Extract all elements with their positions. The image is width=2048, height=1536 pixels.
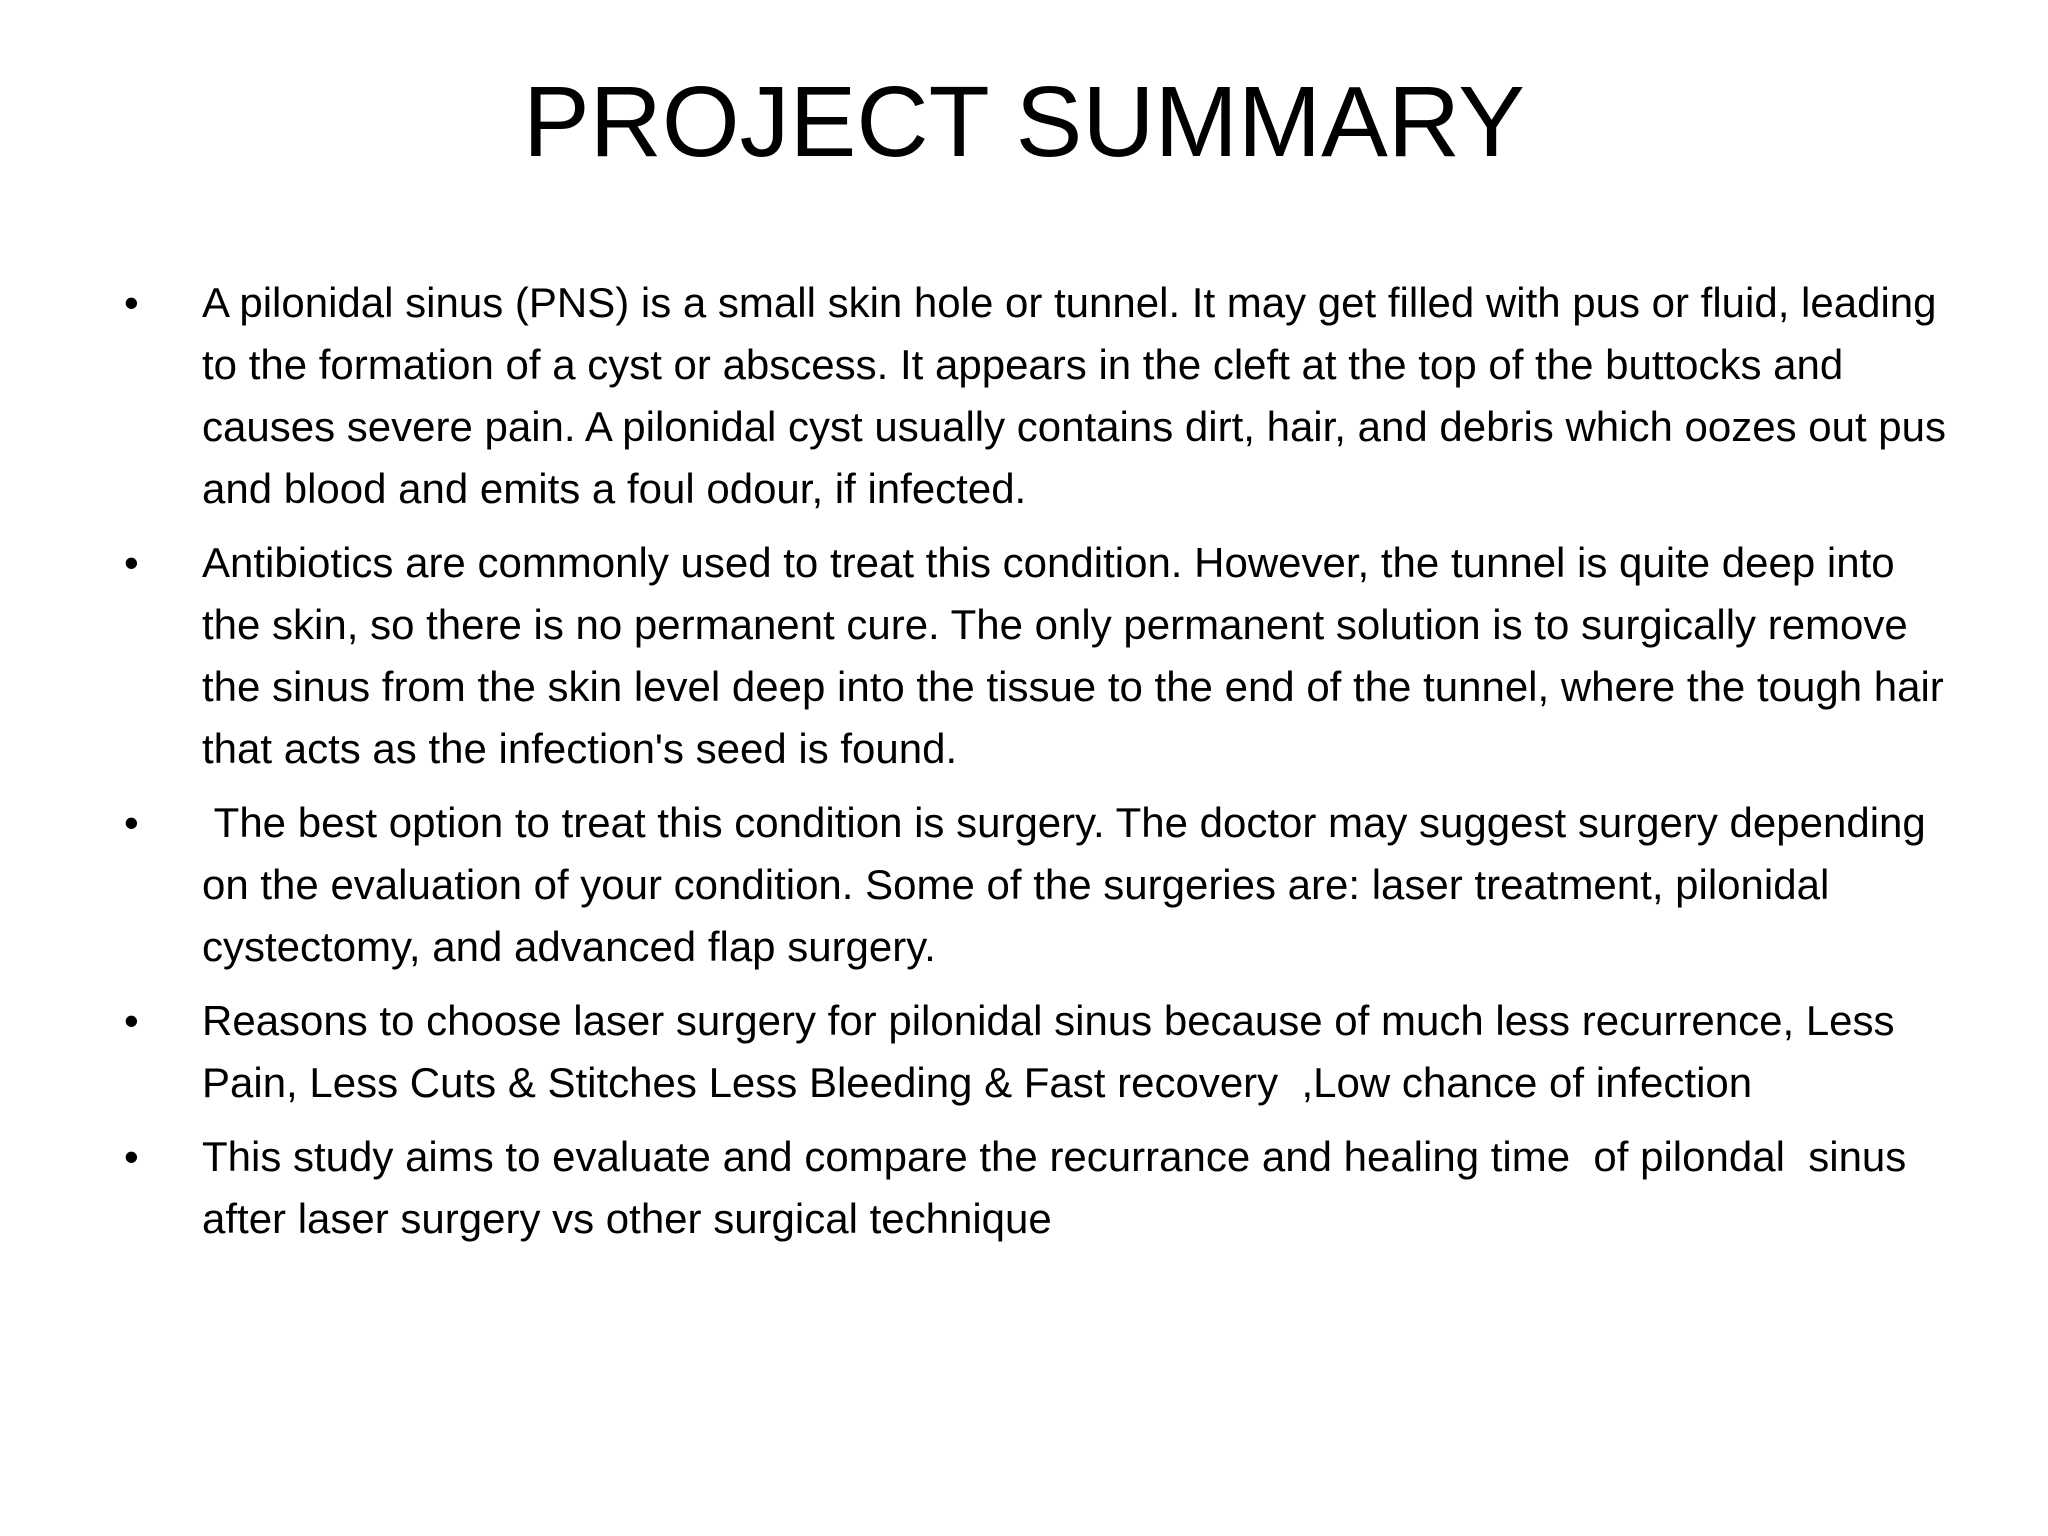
bullet-text: This study aims to evaluate and compare the recurrance and healing time of pilondal sinus after laser surgery vs other surgical technique bbox=[202, 1133, 1918, 1242]
bullet-icon: • bbox=[124, 279, 139, 326]
slide-title: PROJECT SUMMARY bbox=[522, 66, 1525, 178]
bullet-text: Reasons to choose laser surgery for pilonidal sinus because of much less recurrence, Less Pain, Less Cuts & Stitches Less Bleeding & Fast recovery ,Low chance of infection bbox=[202, 997, 1907, 1106]
bullet-item bbox=[118, 532, 1958, 780]
bullet-item bbox=[118, 272, 1958, 520]
bullet-text: Antibiotics are commonly used to treat this condition. However, the tunnel is quite deep into the skin, so there is no permanent cure. The only permanent solution is to surgically remove the sinus from the skin level deep into the tissue to the end of the tunnel, where the tough hair that acts as the infection's seed is found. bbox=[202, 539, 1956, 772]
bullet-icon: • bbox=[124, 1133, 139, 1180]
bullet-text: A pilonidal sinus (PNS) is a small skin hole or tunnel. It may get filled with pus or fluid, leading to the formation of a cyst or abscess. It appears in the cleft at the top of the buttocks and causes severe pain. A pilonidal cyst usually contains dirt, hair, and debris which oozes out pus and blood and emits a foul odour, if infected. bbox=[202, 279, 1958, 512]
bullet-icon: • bbox=[124, 539, 139, 586]
bullet-item bbox=[118, 990, 1958, 1114]
bullet-text: The best option to treat this condition is surgery. The doctor may suggest surgery depending on the evaluation of your condition. Some of the surgeries are: laser treatment, pilonidal cystectomy, and advanced flap surgery. bbox=[202, 799, 1938, 970]
bullet-icon: • bbox=[124, 799, 139, 846]
bullet-icon: • bbox=[124, 997, 139, 1044]
bullet-item bbox=[118, 1126, 1958, 1250]
bullet-list bbox=[118, 272, 1958, 1262]
bullet-item bbox=[118, 792, 1958, 978]
